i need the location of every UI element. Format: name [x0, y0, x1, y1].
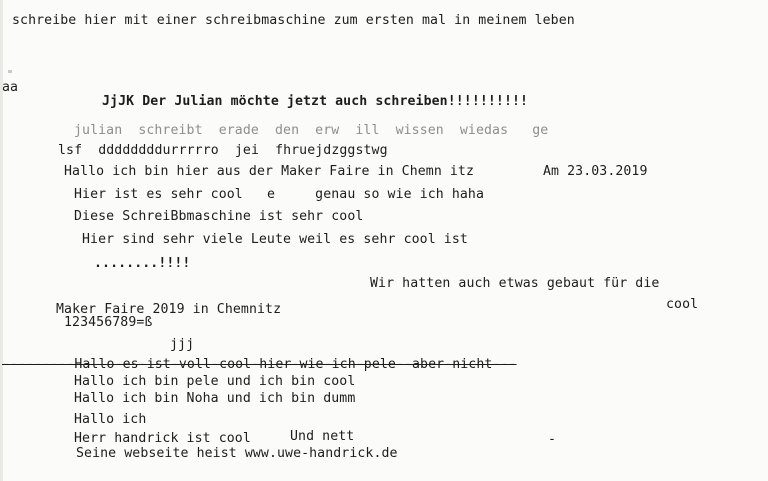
line-julian: JjJK Der Julian möchte jetzt auch schreiben!!!!!!!!!! — [102, 94, 529, 109]
line-jjj: jjj — [170, 337, 195, 352]
line-leute: Hier sind sehr viele Leute weil es sehr cool ist — [82, 232, 468, 247]
line-hallo-ich: Hallo ich — [74, 412, 147, 427]
line-pele: Hallo ich bin pele und ich bin cool — [74, 374, 356, 389]
line-maker-faire: Hallo ich bin hier aus der Maker Faire in Chemn itz — [64, 164, 475, 179]
line-dash: - — [548, 432, 557, 447]
line-struck: ---------Hallo-es-ist-voll-cool-hier-wie-ich-pele--aber-nicht--- — [2, 357, 517, 372]
line-digits: 123456789=ß — [64, 315, 153, 330]
speck — [8, 70, 12, 73]
line-cool-right: cool — [666, 297, 699, 312]
line-julian-faded: julian schreibt erade den erw ill wissen wiedas ge — [74, 123, 549, 138]
line-aa: aa — [2, 80, 19, 95]
line-schreibmaschine: Diese SchreiBbmaschine ist sehr cool — [74, 209, 364, 224]
line-gebaut: Wir hatten auch etwas gebaut für die — [370, 276, 660, 291]
line-first-time: schreibe hier mit einer schreibmaschine zum ersten mal in meinem leben — [12, 13, 575, 28]
line-date: Am 23.03.2019 — [543, 164, 648, 179]
line-noha: Hallo ich bin Noha und ich bin dumm — [74, 391, 356, 406]
paper-edge — [0, 0, 3, 481]
line-maker-faire-2019: Maker Faire 2019 in Chemnitz — [56, 302, 282, 317]
line-cool: Hier ist es sehr cool e genau so wie ich haha — [74, 187, 485, 202]
line-lsf: lsf ddddddddurrrrro jei fhruejdzggstwg — [58, 143, 388, 158]
line-dots: ........!!!! — [94, 256, 191, 271]
line-und-nett: Und nett — [290, 429, 355, 444]
line-handrick: Herr handrick ist cool — [74, 431, 251, 446]
line-webseite: Seine webseite heist www.uwe-handrick.de — [76, 446, 398, 461]
